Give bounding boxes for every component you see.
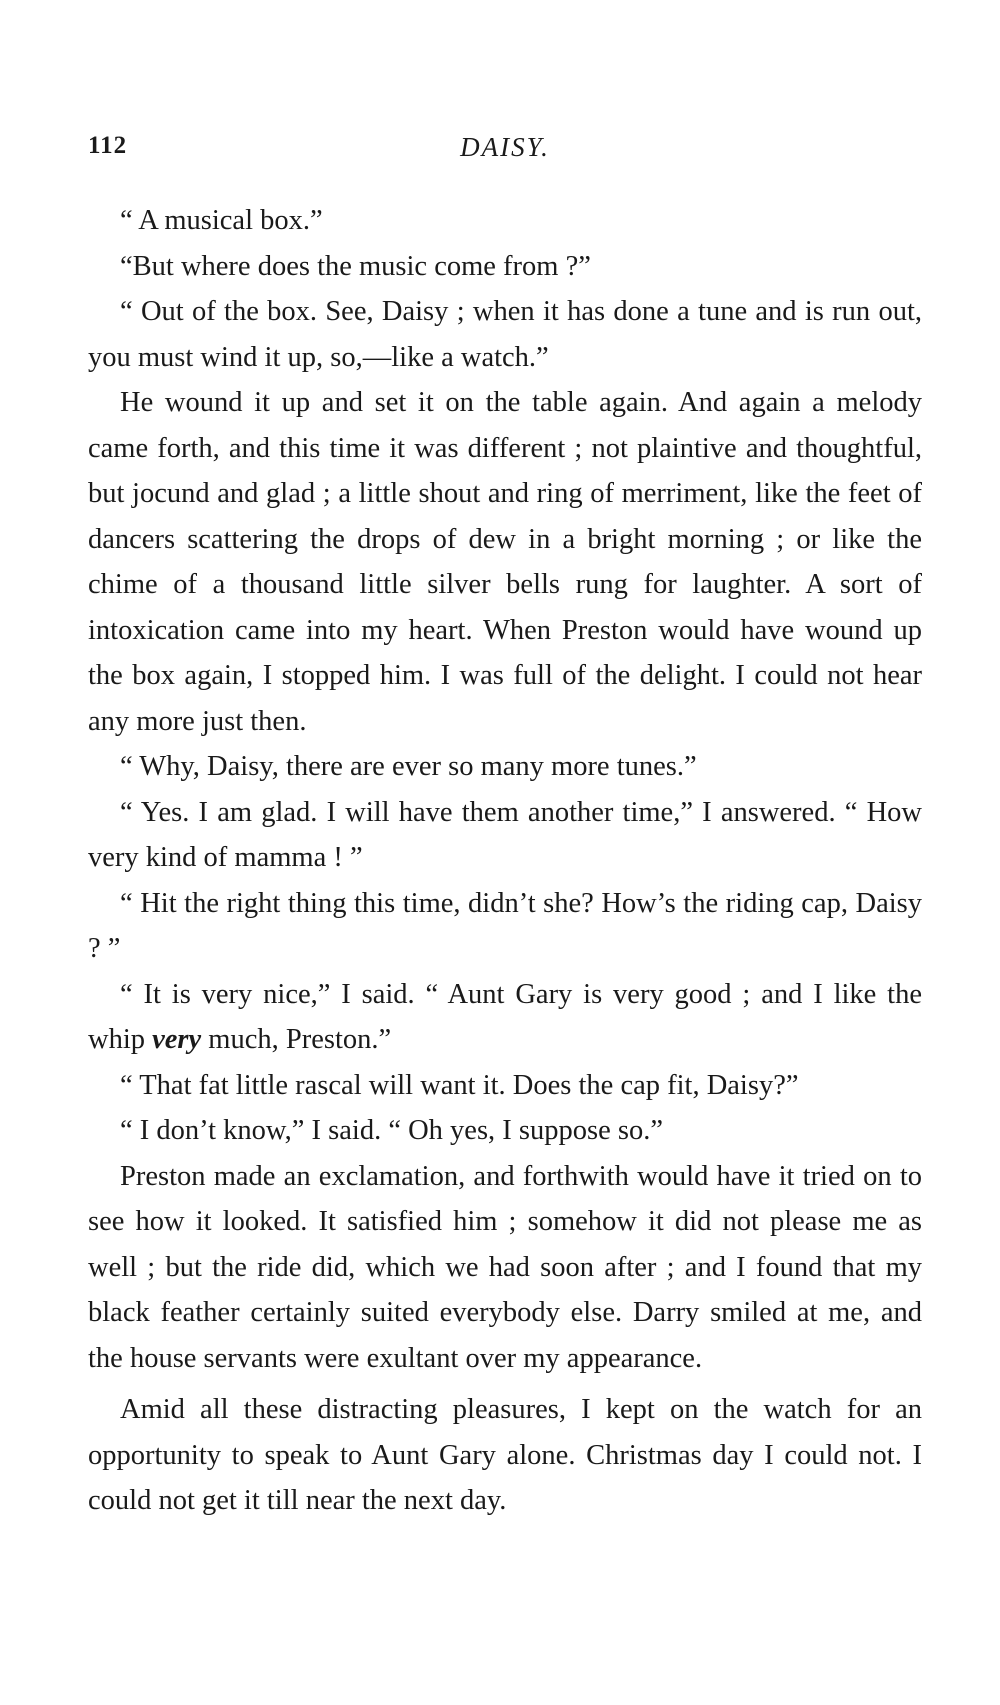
paragraph: “ A musical box.” bbox=[120, 205, 323, 236]
running-head bbox=[88, 132, 922, 172]
paragraph-text: “ It is very nice,” I said. “ Aunt Gary is very good ; and I like the whip bbox=[88, 978, 922, 1055]
body-text bbox=[88, 198, 922, 1524]
paragraph: He wound it up and set it on the table again. And again a melody came forth, and this time it was different ; not plaintive and thoughtful, but jocund and glad ; a little shout and ring of merriment, like the feet of dancers scattering the drops of dew in a bright morning ; or like the chime of a thousand little silver bells rung for laughter. A sort of intoxication came into my heart. When Preston would have wound up the box again, I stopped him. I was full of the delight. I could not hear any more just then. bbox=[88, 387, 922, 737]
emphasized-word: very bbox=[152, 1024, 202, 1055]
paragraph: Amid all these distracting pleasures, I kept on the watch for an opportunity to speak to Aunt Gary alone. Christmas day I could not. I could not get it till near the next day. bbox=[88, 1394, 922, 1516]
paragraph-text: much, Preston.” bbox=[201, 1024, 392, 1055]
paragraph: Preston made an exclamation, and forthwith would have it tried on to see how it looked. It satisfied him ; somehow it did not please me as well ; but the ride did, which we had soon after ; and I found that my black feather certainly suited everybody else. Darry smiled at me, and the house servants were exultant over my appearance. bbox=[88, 1160, 922, 1374]
paragraph: “ I don’t know,” I said. “ Oh yes, I suppose so.” bbox=[120, 1115, 663, 1146]
paragraph: “ Out of the box. See, Daisy ; when it has done a tune and is run out, you must wind it up, so,—like a watch.” bbox=[88, 296, 922, 373]
paragraph: “But where does the music come from ?” bbox=[120, 250, 591, 282]
paragraph bbox=[88, 972, 922, 1063]
paragraph: “ That fat little rascal will want it. Does the cap fit, Daisy?” bbox=[120, 1069, 799, 1101]
paragraph: “ Yes. I am glad. I will have them another time,” I answered. “ How very kind of mamma ! ” bbox=[88, 796, 922, 873]
paragraph: “ Hit the right thing this time, didn’t she? How’s the riding cap, Daisy ? ” bbox=[88, 887, 922, 964]
paragraph: “ Why, Daisy, there are ever so many more tunes.” bbox=[120, 751, 697, 782]
running-title: DAISY. bbox=[460, 132, 550, 162]
page-number: 112 bbox=[88, 132, 128, 159]
